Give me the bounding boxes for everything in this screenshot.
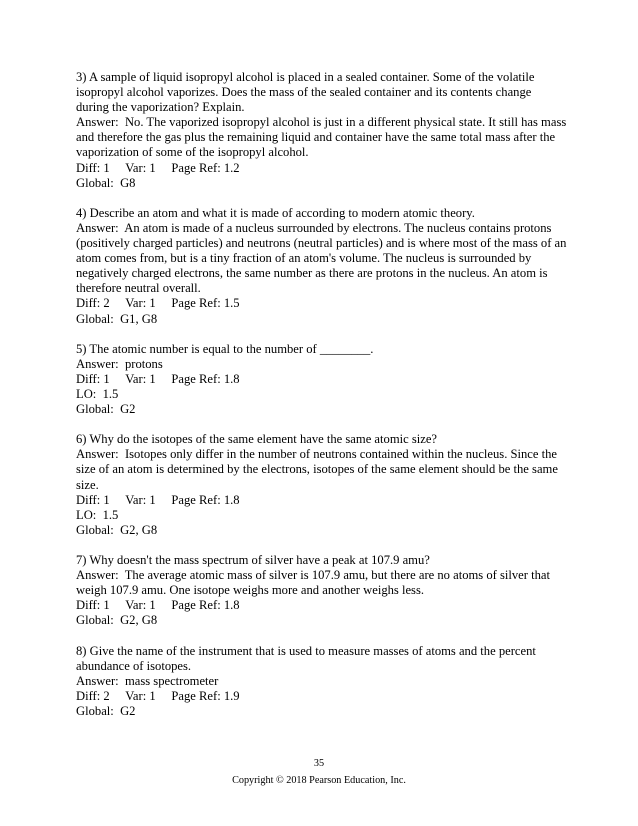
question-list — [76, 70, 596, 734]
question-meta-line: Diff: 1 Var: 1 Page Ref: 1.8 — [76, 371, 240, 386]
answer-text-line: and therefore the gas plus the remaining liquid and container have the same total mass after the — [76, 130, 556, 145]
question-meta-line: Diff: 1 Var: 1 Page Ref: 1.2 — [76, 160, 240, 175]
answer-text-line: negatively charged electrons, the same number as there are protons in the nucleus. An atom is — [76, 266, 548, 281]
answer-text-line: Answer: An atom is made of a nucleus surrounded by electrons. The nucleus contains protons — [76, 220, 552, 235]
question-text-line: 4) Describe an atom and what it is made of according to modern atomic theory. — [76, 205, 475, 220]
answer-text-line: size. — [76, 477, 99, 492]
copyright-notice: Copyright © 2018 Pearson Education, Inc. — [232, 775, 406, 786]
question-meta-line: Global: G8 — [76, 175, 136, 190]
question-meta-line: LO: 1.5 — [76, 507, 119, 522]
question-text-line: isopropyl alcohol vaporizes. Does the mass of the sealed container and its contents change — [76, 85, 532, 100]
question-item — [76, 553, 596, 628]
question-item — [76, 342, 596, 417]
answer-text-line: Answer: mass spectrometer — [76, 673, 219, 688]
question-meta-line: Diff: 2 Var: 1 Page Ref: 1.5 — [76, 296, 240, 311]
question-meta-line: Diff: 1 Var: 1 Page Ref: 1.8 — [76, 492, 240, 507]
answer-text-line: size of an atom is determined by the electrons, isotopes of the same element should be the same — [76, 462, 558, 477]
question-item — [76, 432, 596, 538]
answer-text-line: Answer: No. The vaporized isopropyl alcohol is just in a different physical state. It still has mass — [76, 115, 567, 130]
question-meta-line: Global: G1, G8 — [76, 311, 158, 326]
answer-text-line: Answer: The average atomic mass of silver is 107.9 amu, but there are no atoms of silver that — [76, 568, 550, 583]
answer-text-line: Answer: Isotopes only differ in the number of neutrons contained within the nucleus. Since the — [76, 447, 558, 462]
answer-text-line: (positively charged particles) and neutrons (neutral particles) and is where most of the mass of an — [76, 236, 567, 251]
question-meta-line: Global: G2, G8 — [76, 613, 158, 628]
answer-text-line: atom comes from, but is a tiny fraction of an atom's volume. The nucleus is surrounded by — [76, 251, 532, 266]
question-text-line: 8) Give the name of the instrument that is used to measure masses of atoms and the percent — [76, 643, 536, 658]
question-text-line: 5) The atomic number is equal to the number of ________. — [76, 341, 374, 356]
question-text-line: 7) Why doesn't the mass spectrum of silver have a peak at 107.9 amu? — [76, 553, 430, 567]
page-number: 35 — [313, 758, 325, 769]
question-text-line: abundance of isotopes. — [76, 658, 192, 673]
answer-text-line: therefore neutral overall. — [76, 281, 201, 296]
question-meta-line: Global: G2, G8 — [76, 522, 158, 537]
question-item — [76, 644, 596, 719]
question-meta-line: Diff: 2 Var: 1 Page Ref: 1.9 — [76, 688, 240, 703]
question-text-line: 3) A sample of liquid isopropyl alcohol is placed in a sealed container. Some of the volatile — [76, 70, 535, 84]
question-meta-line: Global: G2 — [76, 402, 136, 417]
question-meta-line: Global: G2 — [76, 703, 136, 718]
question-meta-line: LO: 1.5 — [76, 386, 119, 401]
question-meta-line: Diff: 1 Var: 1 Page Ref: 1.8 — [76, 598, 240, 613]
question-text-line: during the vaporization? Explain. — [76, 100, 245, 115]
question-item — [76, 70, 596, 191]
answer-text-line: vaporization of some of the isopropyl alcohol. — [76, 145, 309, 160]
question-item — [76, 206, 596, 327]
answer-text-line: Answer: protons — [76, 356, 163, 371]
answer-text-line: weigh 107.9 amu. One isotope weighs more and another weighs less. — [76, 583, 425, 598]
question-text-line: 6) Why do the isotopes of the same element have the same atomic size? — [76, 432, 438, 447]
